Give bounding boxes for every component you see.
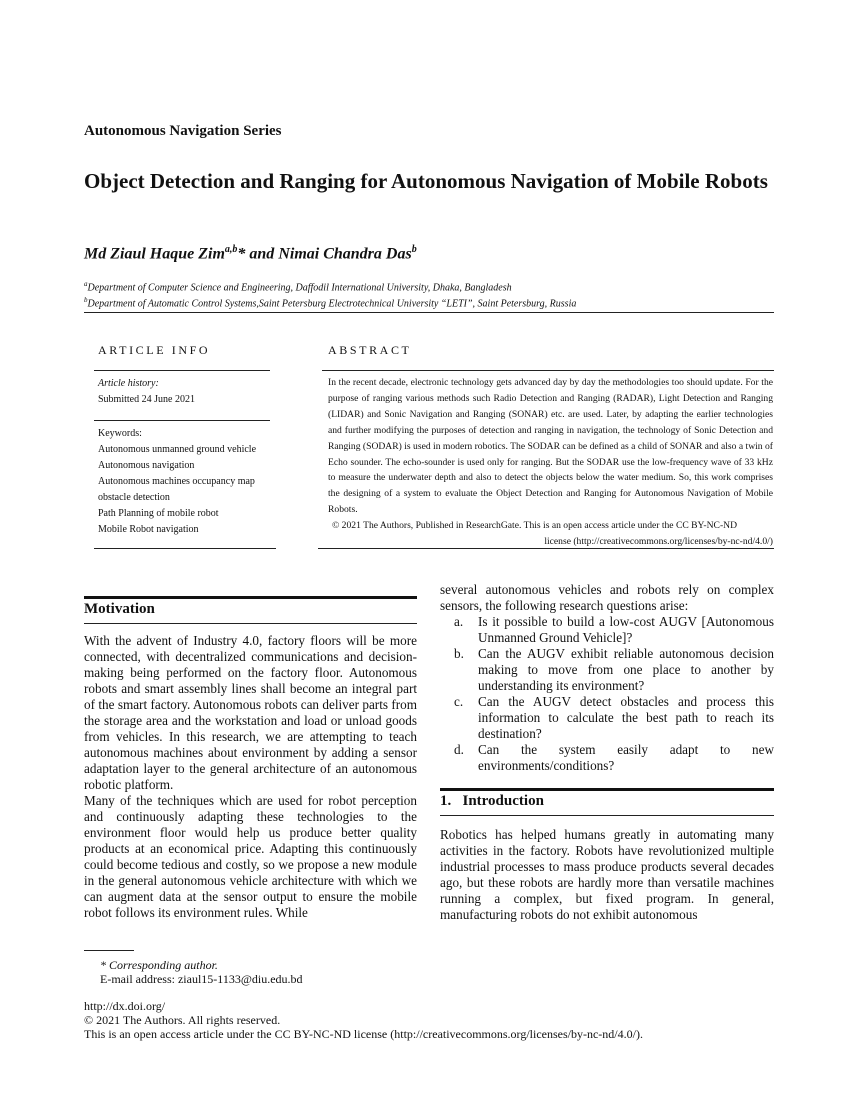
keyword-item: Autonomous navigation	[98, 460, 195, 471]
footer-license: This is an open access article under the CC BY-NC-ND license (http://creativecommons.org/licenses/by-nc-nd/4.0/).	[84, 1027, 643, 1041]
affiliation-a-label: a	[84, 280, 88, 288]
affiliation-a-text: Department of Computer Science and Engineering, Daffodil International University, Dhaka, Bangladesh	[87, 282, 512, 294]
author-2-affiliation: b	[411, 244, 417, 255]
article-info-rule-bottom	[94, 548, 276, 549]
research-questions-lead: several autonomous vehicles and robots rely on complex sensors, the following research questions arise:	[440, 582, 774, 613]
series-title: Autonomous Navigation Series	[84, 123, 282, 139]
abstract-license	[328, 518, 773, 550]
keywords-label: Keywords:	[98, 428, 142, 439]
question-label: c.	[454, 694, 464, 709]
motivation-body	[84, 633, 417, 921]
author-connector: and	[245, 245, 279, 263]
intro-heading: 1. Introduction	[440, 793, 544, 809]
abstract-heading: ABSTRACT	[328, 343, 412, 357]
right-column	[440, 582, 774, 774]
intro-paragraph: Robotics has helped humans greatly in automating many activities in the factory. Robots have revolutionized multiple industrial processes to mass produce products several decades ago, but these robots are hardly more than versatile machines running a complex, but fixed program. In general, manufacturing robots do not exhibit autonomous	[440, 827, 774, 922]
author-2: Nimai Chandra Das	[278, 245, 412, 263]
keyword-item: obstacle detection	[98, 492, 170, 503]
page-footer	[84, 999, 643, 1041]
corresponding-mark: *	[237, 245, 246, 263]
research-question	[440, 646, 774, 694]
article-info-rule-mid	[94, 420, 270, 421]
corresponding-email: E-mail address: ziaul15-1133@diu.edu.bd	[100, 972, 303, 986]
copyright-line: © 2021 The Authors. All rights reserved.	[84, 1013, 281, 1027]
affiliation-b-label: b	[84, 296, 88, 304]
intro-body	[440, 827, 774, 923]
question-label: a.	[454, 614, 464, 629]
abstract-license-line-1: © 2021 The Authors, Published in ResearchGate. This is an open access article under the CC BY-NC-ND	[332, 520, 737, 531]
keywords-list	[98, 442, 256, 538]
paper-title: Object Detection and Ranging for Autonomous Navigation of Mobile Robots	[84, 169, 768, 193]
header-divider	[84, 312, 774, 313]
motivation-rule-thick	[84, 596, 417, 599]
research-question	[440, 742, 774, 774]
motivation-heading: Motivation	[84, 601, 155, 617]
corresponding-author-note: * Corresponding author.	[100, 958, 218, 972]
history-label: Article history:	[98, 378, 159, 389]
research-question	[440, 694, 774, 742]
abstract-text: In the recent decade, electronic technology gets advanced day by day the methodologies too should update. For the purpose of ranging various methods such Radio Detection and Ranging (RADAR), Light Detection and Ranging (LIDAR) and Sonic Navigation and Ranging (SONAR) etc. are used. Later, by adapting the earlier technologies and further modifying the purposes of detection and ranging in navigation, the technology of Sonic Detection and Ranging (SODAR) is used in modern robotics. The SODAR can be defined as a child of SONAR and also a twin of Echo sounder. The echo-sounder is used only for ranging. But the SODAR use the low-frequency wave of 33 kHz to measure the underwater depth and also to detect the objects below the water medium. So, this work comprises the designing of a system to evaluate the Object Detection and Ranging for Autonomous Navigation of Mobile Robots.	[328, 377, 773, 516]
abstract-rule-top	[322, 370, 774, 371]
author-1: Md Ziaul Haque Zim	[84, 245, 225, 263]
abstract-rule-bottom	[318, 548, 774, 549]
question-text: Can the AUGV detect obstacles and process this information to calculate the best path to reach its destination?	[478, 694, 774, 741]
doi-link[interactable]: http://dx.doi.org/	[84, 999, 166, 1013]
footnote	[100, 958, 303, 986]
motivation-rule-thin	[84, 623, 417, 624]
research-question	[440, 614, 774, 646]
intro-rule-thick	[440, 788, 774, 791]
submitted-date: Submitted 24 June 2021	[98, 394, 195, 405]
research-questions-list	[440, 614, 774, 774]
author-line	[84, 244, 417, 263]
intro-rule-thin	[440, 815, 774, 816]
keyword-item: Path Planning of mobile robot	[98, 508, 219, 519]
keyword-item: Mobile Robot navigation	[98, 524, 199, 535]
article-info-rule-top	[94, 370, 270, 371]
question-label: d.	[454, 742, 464, 757]
question-text: Can the system easily adapt to new environments/conditions?	[478, 742, 774, 773]
keyword-item: Autonomous machines occupancy map	[98, 476, 255, 487]
motivation-paragraph-1: With the advent of Industry 4.0, factory floors will be more connected, with decentralized communications and decision-making being performed on the factory floor. Autonomous robots and smart assembly lines shall become an integral part of the smart factory. Autonomous robots can deliver parts from the storage area and the workstation and load or unload goods from vehicles. In this research, we are attempting to teach autonomous machines about environment by adding a sensor adaptation layer to the general architecture of an autonomous robotic platform.	[84, 633, 417, 792]
keyword-item: Autonomous unmanned ground vehicle	[98, 444, 257, 455]
affiliation-b	[84, 296, 576, 309]
question-label: b.	[454, 646, 464, 661]
question-text: Is it possible to build a low-cost AUGV [Autonomous Unmanned Ground Vehicle]?	[478, 614, 774, 645]
affiliation-b-text: Department of Automatic Control Systems,Saint Petersburg Electrotechnical University “LETI”, Saint Petersburg, Russia	[87, 298, 577, 310]
abstract-license-line-2: license (http://creativecommons.org/licenses/by-nc-nd/4.0/)	[544, 535, 773, 547]
question-text: Can the AUGV exhibit reliable autonomous decision making to move from one place to another by understanding its environment?	[478, 646, 774, 693]
footnote-rule	[84, 950, 134, 951]
affiliation-a	[84, 280, 512, 293]
motivation-paragraph-2: Many of the techniques which are used for robot perception and continuously adapting these technologies to the environment floor would help us produce better quality products at an economical price. Adapting this continuously could become tedious and costly, so we propose a new module in the general autonomous vehicle architecture with which we can augment data at the sensor output to ensure the mobile robot follows its environment rules. While	[84, 793, 417, 920]
author-1-affiliation: a,b	[224, 244, 238, 255]
article-info-heading: ARTICLE INFO	[98, 343, 211, 357]
